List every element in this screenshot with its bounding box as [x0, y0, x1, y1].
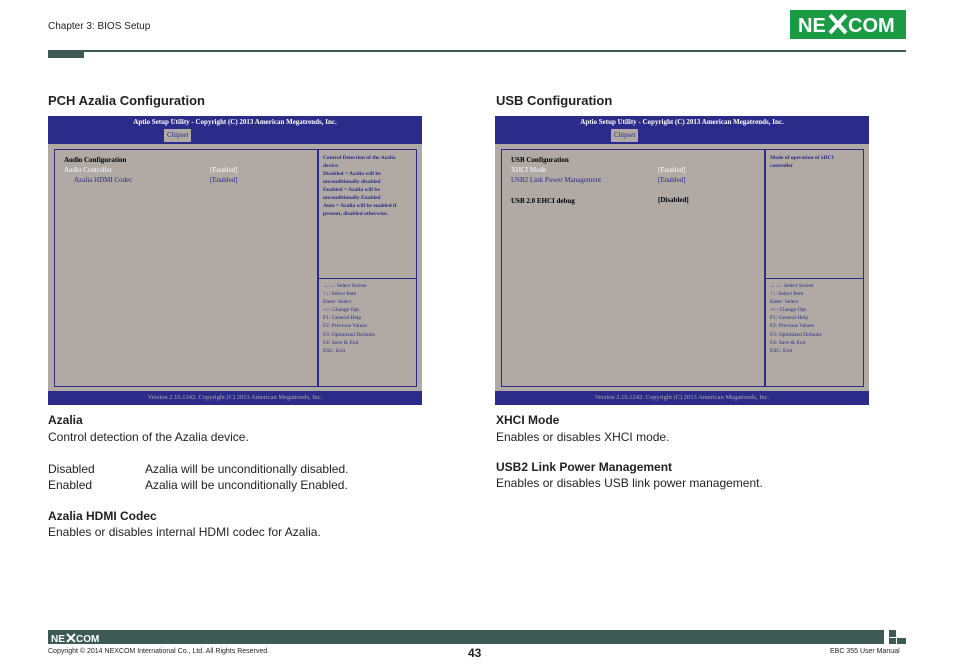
help-line: Control Detection of the Azalia	[323, 155, 396, 161]
header-rule	[48, 50, 906, 52]
footer-square-decor	[897, 638, 906, 644]
bios-tab-bar	[48, 128, 422, 144]
tab-chipset[interactable]: Chipset	[164, 129, 191, 142]
key-line: F4: Save & Exit	[770, 339, 806, 346]
hdmi-codec-heading: Azalia HDMI Codec	[48, 509, 157, 523]
logo-text-com: COM	[848, 15, 895, 37]
key-line: F2: Previous Values	[770, 323, 814, 330]
help-line: controller	[770, 163, 794, 169]
logo-text-ne: NE	[798, 15, 826, 37]
bios-option-value-hdmi-codec[interactable]: [Enabled]	[210, 176, 238, 184]
bios-key-legend	[770, 282, 862, 355]
help-line: Mode of operation of xHCI	[770, 155, 834, 161]
bios-heading: Audio Configuration	[64, 156, 127, 164]
bios-screen-usb	[495, 116, 869, 405]
tab-chipset[interactable]: Chipset	[611, 129, 638, 142]
key-line: +/-: Change Opt.	[770, 307, 808, 314]
azalia-heading: Azalia	[48, 413, 83, 427]
bios-option-value-audio-controller[interactable]: [Enabled]	[210, 166, 238, 174]
azalia-option-desc-enabled: Azalia will be unconditionally Enabled.	[145, 478, 348, 492]
key-line: F1: General Help	[770, 315, 809, 322]
xhci-mode-heading: XHCI Mode	[496, 413, 560, 427]
usb2-lpm-description: Enables or disables USB link power management.	[496, 476, 763, 490]
help-line: unconditionally Enabled	[323, 195, 381, 201]
help-line: present, disabled otherwise.	[323, 211, 388, 217]
key-line: →←: Select Screen	[323, 283, 367, 289]
key-line: F4: Save & Exit	[323, 339, 359, 346]
azalia-option-desc-disabled: Azalia will be unconditionally disabled.	[145, 462, 349, 476]
xhci-mode-description: Enables or disables XHCI mode.	[496, 430, 670, 444]
key-line: ↑↓: Select Item	[770, 291, 804, 298]
key-line: ESC: Exit	[770, 347, 793, 354]
manual-title: EBC 355 User Manual	[830, 648, 900, 655]
key-line: F3: Optimized Defaults	[770, 331, 822, 338]
bios-screen-azalia	[48, 116, 422, 405]
bios-option-label-ehci-debug: USB 2.0 EHCI debug	[511, 197, 575, 205]
page-number: 43	[468, 646, 482, 660]
footer-square-decor	[889, 630, 896, 637]
bios-option-label-usb2-lpm[interactable]: USB2 Link Power Management	[511, 176, 602, 184]
bios-title-bar: Aptio Setup Utility - Copyright (C) 2013 American Megatrends, Inc.	[48, 116, 422, 128]
bios-option-label-hdmi-codec[interactable]: Azalia HDMI Codec	[74, 176, 133, 184]
bios-key-legend	[323, 282, 415, 355]
section-title-azalia: PCH Azalia Configuration	[48, 93, 205, 108]
footer-bar	[48, 630, 884, 644]
help-line: Auto = Azalia will be enabled if	[323, 203, 397, 209]
key-line: ESC: Exit	[323, 347, 346, 354]
logo-x-mark	[830, 15, 846, 33]
key-line: +/-: Change Opt.	[323, 307, 361, 314]
chapter-title: Chapter 3: BIOS Setup	[48, 21, 151, 32]
header-accent-block	[48, 50, 84, 58]
footer-nexcom-logo	[51, 631, 111, 649]
help-line: Disabled = Azalia will be	[323, 171, 381, 177]
key-line: →←: Select Screen	[770, 283, 814, 289]
bios-help-text	[770, 154, 862, 170]
footer-logo-x-mark	[67, 634, 75, 642]
help-line: Enabled = Azalia will be	[323, 187, 380, 193]
nexcom-logo	[790, 10, 906, 39]
help-line: unconditionally disabled	[323, 179, 381, 185]
azalia-option-name-disabled: Disabled	[48, 462, 95, 476]
bios-help-text	[323, 154, 415, 218]
help-line: device.	[323, 163, 340, 169]
section-title-usb: USB Configuration	[496, 93, 613, 108]
bios-option-value-usb2-lpm[interactable]: [Enabled]	[658, 176, 686, 184]
bios-option-value-ehci-debug: [Disabled]	[658, 196, 689, 204]
key-line: F2: Previous Values	[323, 323, 367, 330]
bios-option-label-audio-controller[interactable]: Audio Controller	[64, 166, 113, 174]
footer-logo-com: COM	[76, 634, 100, 644]
bios-footer-bar: Version 2.16.1242. Copyright (C) 2013 American Megatrends, Inc.	[495, 391, 869, 405]
footer-logo-ne: NE	[51, 634, 65, 644]
footer-square-decor	[889, 638, 896, 644]
key-line: F3: Optimized Defaults	[323, 331, 375, 338]
bios-title-bar: Aptio Setup Utility - Copyright (C) 2013 American Megatrends, Inc.	[495, 116, 869, 128]
key-line: ↑↓: Select Item	[323, 291, 357, 298]
azalia-description: Control detection of the Azalia device.	[48, 430, 249, 444]
bios-option-label-xhci-mode[interactable]: XHCI Mode	[511, 166, 547, 174]
bios-option-value-xhci-mode[interactable]: [Enabled]	[658, 166, 686, 174]
copyright-text: Copyright © 2014 NEXCOM International Co., Ltd. All Rights Reserved.	[48, 648, 270, 655]
bios-tab-bar	[495, 128, 869, 144]
bios-heading: USB Configuration	[511, 156, 569, 164]
bios-main-pane	[54, 149, 318, 387]
bios-main-pane	[501, 149, 765, 387]
azalia-option-name-enabled: Enabled	[48, 478, 93, 492]
key-line: Enter: Select	[323, 299, 352, 306]
key-line: F1: General Help	[323, 315, 362, 322]
bios-footer-bar: Version 2.16.1242. Copyright (C) 2013 American Megatrends, Inc.	[48, 391, 422, 405]
key-line: Enter: Select	[770, 299, 799, 306]
usb2-lpm-heading: USB2 Link Power Management	[496, 460, 673, 474]
hdmi-codec-description: Enables or disables internal HDMI codec for Azalia.	[48, 525, 321, 539]
